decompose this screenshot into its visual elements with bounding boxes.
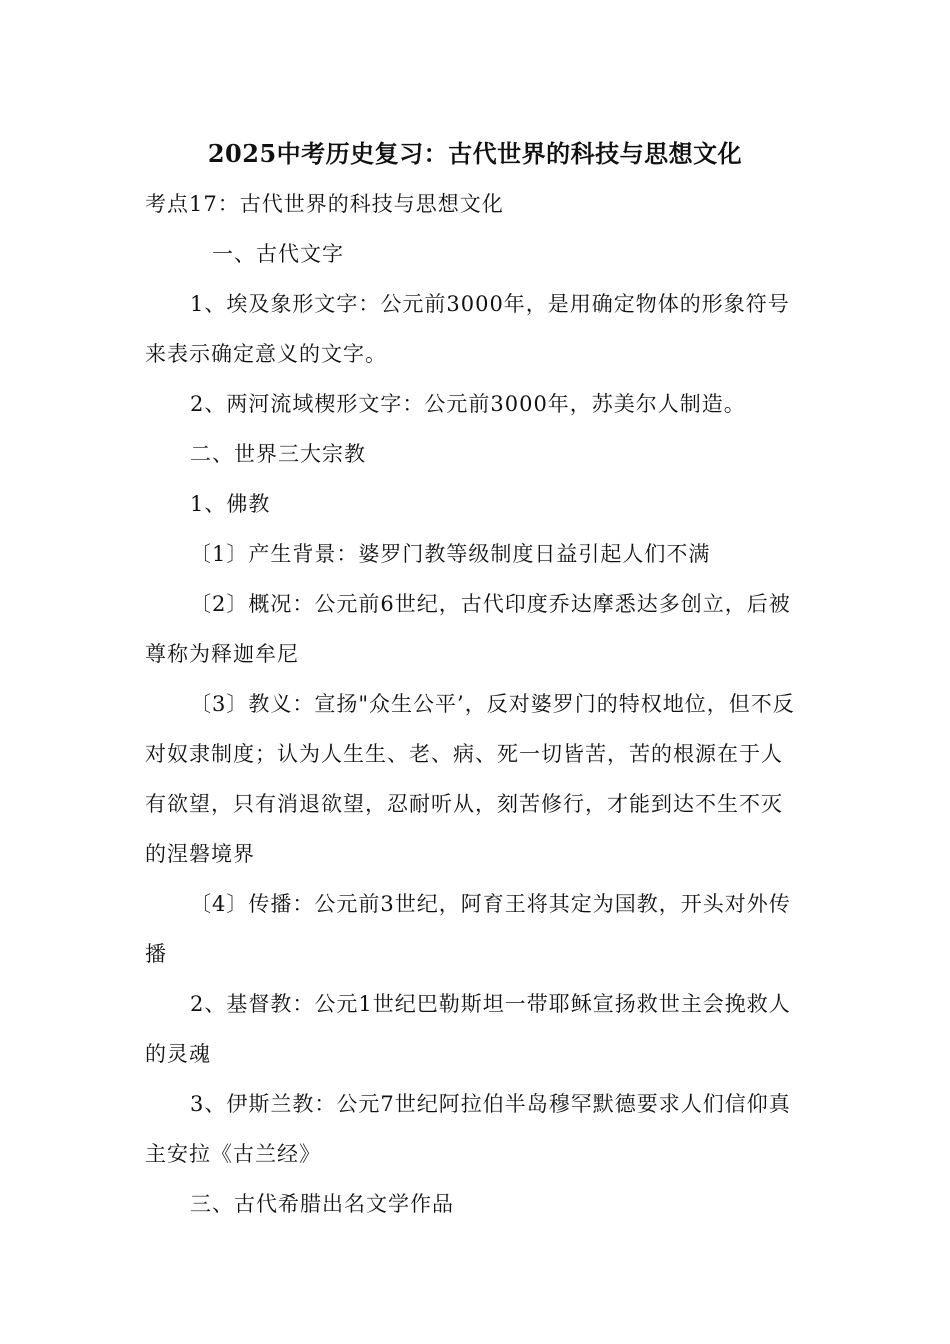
section-heading: 二、世界三大宗教 <box>190 442 366 466</box>
paragraph-line: 2、基督教：公元1世纪巴勒斯坦一带耶稣宣扬救世主会挽救人 <box>190 992 791 1016</box>
paragraph-line: 有欲望，只有消退欲望，忍耐听从，刻苦修行，才能到达不生不灭 <box>145 792 783 816</box>
paragraph-line: 2、两河流域楔形文字：公元前3000年，苏美尔人制造。 <box>190 392 746 416</box>
paragraph-line: 的灵魂 <box>145 1042 211 1066</box>
section-heading: 考点17：古代世界的科技与思想文化 <box>145 192 504 216</box>
paragraph-line: 来表示确定意义的文字。 <box>145 342 387 366</box>
paragraph-line: 〔1〕产生背景：婆罗门教等级制度日益引起人们不满 <box>190 542 711 566</box>
section-heading: 三、古代希腊出名文学作品 <box>190 1192 454 1216</box>
subsection-heading: 1、佛教 <box>190 492 271 516</box>
paragraph-line: 1、埃及象形文字：公元前3000年，是用确定物体的形象符号 <box>190 292 790 316</box>
paragraph-line: 〔3〕教义：宣扬"众生公平’，反对婆罗门的特权地位，但不反 <box>190 692 795 716</box>
paragraph-line: 主安拉《古兰经》 <box>145 1142 321 1166</box>
paragraph-line: 〔2〕概况：公元前6世纪，古代印度乔达摩悉达多创立，后被 <box>190 592 791 616</box>
document-title: 2025中考历史复习：古代世界的科技与思想文化 <box>207 139 743 168</box>
paragraph-line: 尊称为释迦牟尼 <box>145 642 299 666</box>
paragraph-line: 〔4〕传播：公元前3世纪，阿育王将其定为国教，开头对外传 <box>190 892 791 916</box>
paragraph-line: 3、伊斯兰教：公元7世纪阿拉伯半岛穆罕默德要求人们信仰真 <box>190 1092 791 1116</box>
paragraph-line: 播 <box>145 942 167 966</box>
paragraph-line: 的涅磐境界 <box>145 842 255 866</box>
paragraph-line: 对奴隶制度；认为人生生、老、病、死一切皆苦，苦的根源在于人 <box>145 742 783 766</box>
section-heading: 一、古代文字 <box>212 242 344 266</box>
